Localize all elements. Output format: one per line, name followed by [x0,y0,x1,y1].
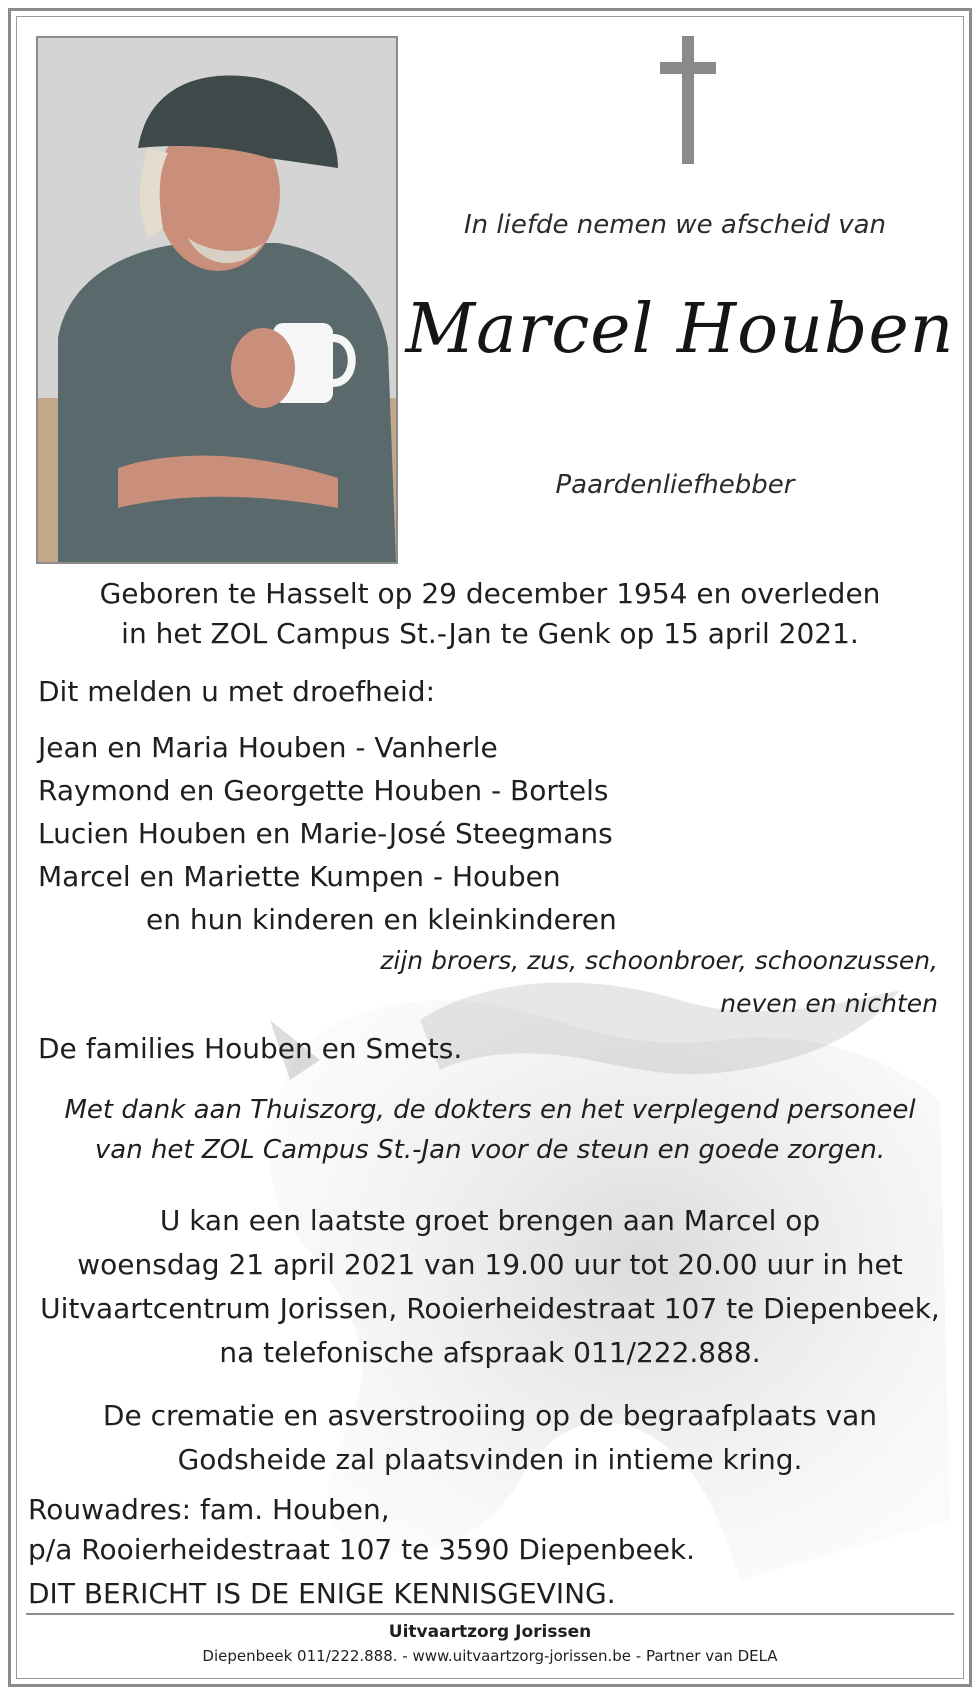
tagline: Paardenliefhebber [555,470,795,500]
relation-line-2: neven en nichten [720,989,938,1018]
intro-text: In liefde nemen we afscheid van [463,210,887,240]
portrait-illustration [38,38,396,562]
children-line: en hun kinderen en kleinkinderen [146,903,617,936]
footer-info: Diepenbeek 011/222.888. - www.uitvaartzorg-jorissen.be - Partner van DELA [202,1647,778,1665]
portrait-photo [36,36,398,564]
thanks-line-2: van het ZOL Campus St.-Jan voor de steun en goede zorgen. [94,1135,886,1165]
visit-line-1: U kan een laatste groet brengen aan Marcel op [159,1204,821,1237]
visit-line-3: Uitvaartcentrum Jorissen, Rooierheidestraat 107 te Diepenbeek, [40,1292,940,1325]
family-line-4: Marcel en Mariette Kumpen - Houben [38,860,561,893]
footer-company: Uitvaartzorg Jorissen [388,1622,592,1642]
footer-divider [26,1613,954,1615]
cross-icon [660,36,716,164]
extended-families: De families Houben en Smets. [38,1032,463,1065]
family-line-3: Lucien Houben en Marie-José Steegmans [38,817,613,850]
family-line-2: Raymond en Georgette Houben - Bortels [38,774,609,807]
visit-line-2: woensdag 21 april 2021 van 19.00 uur tot 20.00 uur in het [77,1248,903,1281]
deceased-name: Marcel Houben [405,290,955,369]
birth-line-1: Geboren te Hasselt op 29 december 1954 en overleden [99,577,881,610]
birth-line-2: in het ZOL Campus St.-Jan te Genk op 15 april 2021. [121,617,859,650]
notice-line: DIT BERICHT IS DE ENIGE KENNISGEVING. [28,1577,616,1610]
address-line-1: Rouwadres: fam. Houben, [28,1493,390,1526]
thanks-line-1: Met dank aan Thuiszorg, de dokters en het verplegend personeel [64,1095,916,1125]
cremation-line-2: Godsheide zal plaatsvinden in intieme kring. [177,1443,803,1476]
address-line-2: p/a Rooierheidestraat 107 te 3590 Diepenbeek. [28,1533,696,1566]
cremation-line-1: De crematie en asverstrooiing op de begraafplaats van [102,1399,878,1432]
visit-line-4: na telefonische afspraak 011/222.888. [219,1336,761,1369]
family-line-1: Jean en Maria Houben - Vanherle [38,731,498,764]
relation-line-1: zijn broers, zus, schoonbroer, schoonzussen, [380,946,938,975]
announcers-heading: Dit melden u met droefheid: [38,675,436,708]
